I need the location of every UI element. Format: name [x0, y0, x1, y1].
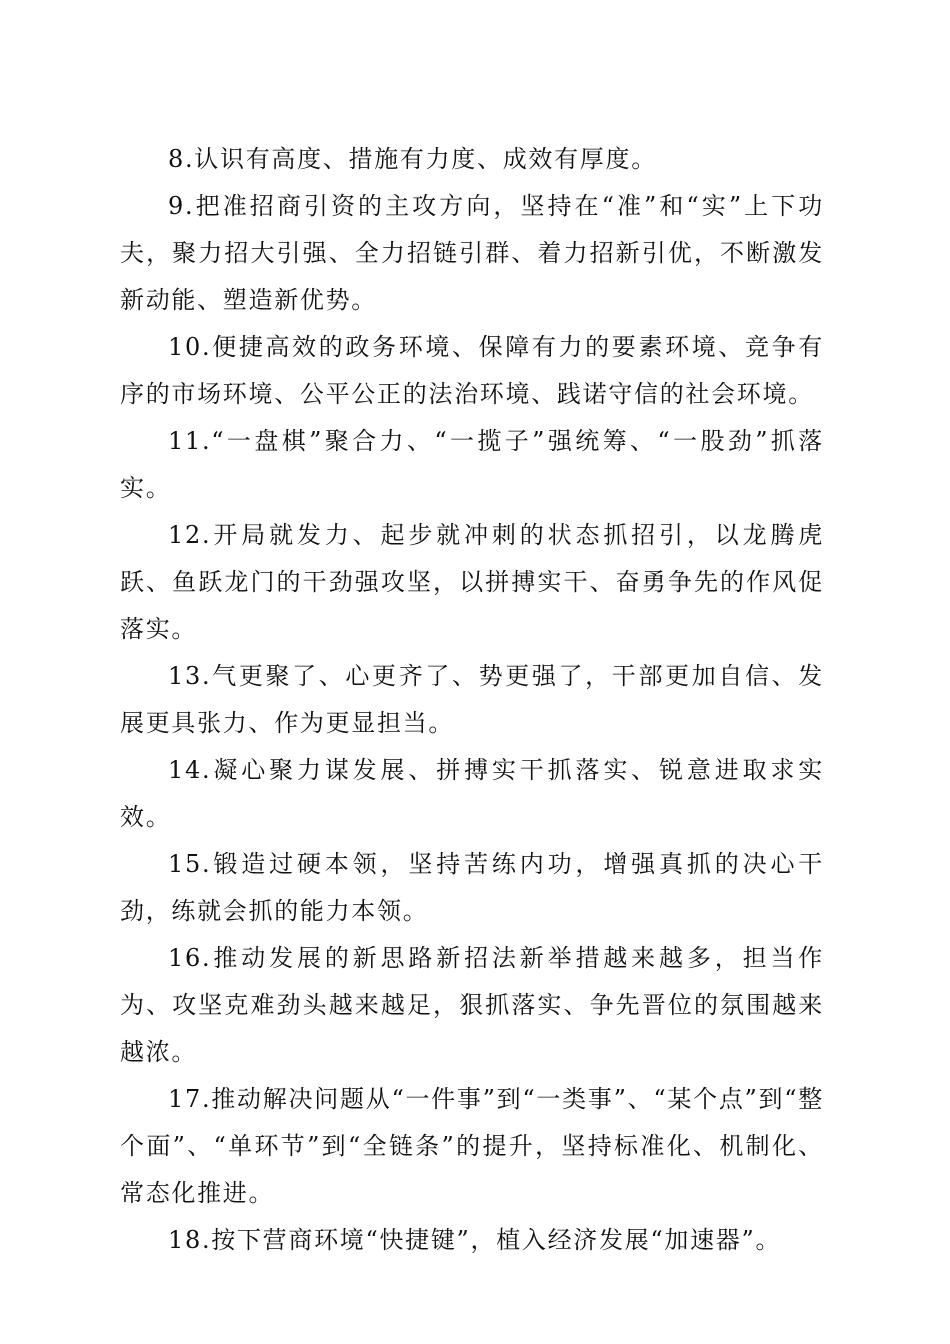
document-body	[120, 136, 824, 1264]
paragraph-10: 10.便捷高效的政务环境、保障有力的要素环境、竞争有序的市场环境、公平公正的法治环境、践诺守信的社会环境。	[120, 333, 824, 408]
paragraph-18: 18.按下营商环境“快捷键”，植入经济发展“加速器”。	[168, 1226, 782, 1254]
paragraph-9: 9.把准招商引资的主攻方向，坚持在“准”和“实”上下功夫，聚力招大引强、全力招链引群、着力招新引优，不断激发新动能、塑造新优势。	[120, 192, 824, 314]
paragraph-17: 17.推动解决问题从“一件事”到“一类事”、“某个点”到“整个面”、“单环节”到“全链条”的提升，坚持标准化、机制化、常态化推进。	[120, 1085, 824, 1207]
paragraph-14: 14.凝心聚力谋发展、拼搏实干抓落实、锐意进取求实效。	[120, 756, 824, 831]
paragraph-15: 15.锻造过硬本领，坚持苦练内功，增强真抓的决心干劲，练就会抓的能力本领。	[120, 850, 824, 925]
paragraph-16: 16.推动发展的新思路新招法新举措越来越多，担当作为、攻坚克难劲头越来越足，狠抓落实、争先晋位的氛围越来越浓。	[120, 944, 824, 1066]
paragraph-12: 12.开局就发力、起步就冲刺的状态抓招引，以龙腾虎跃、鱼跃龙门的干劲强攻坚，以拼搏实干、奋勇争先的作风促落实。	[120, 521, 824, 643]
paragraph-8: 8.认识有高度、措施有力度、成效有厚度。	[168, 145, 657, 173]
paragraph-11: 11.“一盘棋”聚合力、“一揽子”强统筹、“一股劲”抓落实。	[120, 427, 824, 502]
paragraph-13: 13.气更聚了、心更齐了、势更强了，干部更加自信、发展更具张力、作为更显担当。	[120, 662, 824, 737]
